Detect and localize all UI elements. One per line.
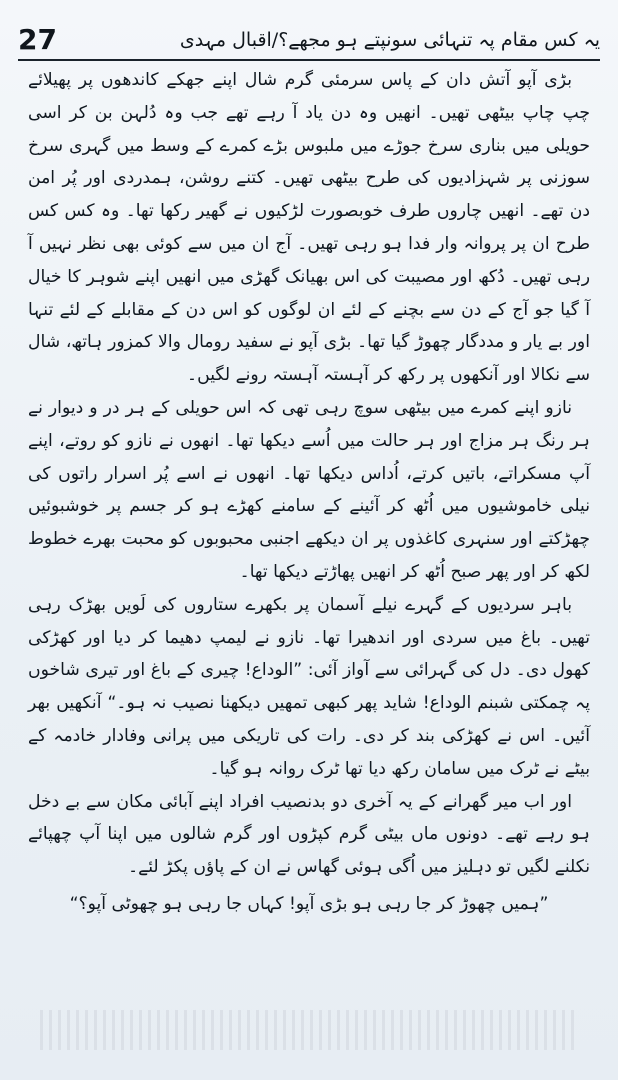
running-head: یہ کس مقام پہ تنہائی سونپتے ہو مجھے؟/اقبال مہدی (179, 29, 600, 51)
page-body (28, 64, 590, 1040)
paragraph-4: اور اب میر گھرانے کے یہ آخری دو بدنصیب افراد اپنے آبائی مکان سے بے دخل ہو رہے تھے۔ دونوں ماں بیٹی گرم کپڑوں اور گرم شالوں میں اپنا آپ چھپائے نکلنے لگیں تو دہلیز میں اُگی ہوئی گھاس نے ان کے پاؤں پکڑ لئے۔ (28, 791, 590, 878)
header-rule (18, 59, 600, 61)
paragraph-1: بڑی آپو آتش دان کے پاس سرمئی گرم شال اپنے جھکے کاندھوں پر پھیلائے چپ چاپ بیٹھی تھیں۔ انھیں وہ دن یاد آ رہے تھے جب وہ دُلہن بن کر اسی حویلی میں بناری سرخ جوڑے میں ملبوس بڑے کمرے کے وسط میں گہری سرخ سوزنی پر شہزادیوں کی طرح بیٹھی تھیں۔ کتنے روشن، ہمدردی اور پُر امن دن تھے۔ انھیں چاروں طرف خوبصورت لڑکیوں نے گھیر رکھا تھا۔ وہ کس کس طرح ان پر پروانہ وار فدا ہو رہی تھیں۔ آج ان میں سے کوئی بھی نظر نہیں آ رہی تھیں۔ دُکھ اور مصیبت کی اس بھیانک گھڑی میں انھیں اپنے شوہر کا خیال آ گیا جو آج کے دن سے بچنے کے لئے ان لوگوں کو اس دن کے مقابلے کے لئے تنہا اور بے یار و مددگار چھوڑ گیا تھا۔ بڑی آپو نے سفید رومال والا کمزور ہاتھ، شال سے نکالا اور آنکھوں پر رکھ کر آہستہ آہستہ رونے لگیں۔ (28, 70, 590, 386)
paragraph-3: باہر سردیوں کے گہرے نیلے آسمان پر بکھرے ستاروں کی لَویں بھڑک رہی تھیں۔ باغ میں سردی اور اندھیرا تھا۔ نازو نے لیمپ دھیما کر دیا اور کھڑکی کھول دی۔ دل کی گہرائی سے آواز آئی: ”الوداع! چیری کے باغ اور تیری شاخوں پہ چمکتی شبنم الوداع! شاید پھر کبھی تمھیں دیکھنا نصیب نہ ہو۔“ آنکھیں بھر آئیں۔ اس نے کھڑکی بند کر دی۔ رات کی تاریکی میں پرانی وفادار خادمہ کے بیٹے نے ٹرک میں سامان رکھ دیا تھا ٹرک روانہ ہو گیا۔ (28, 594, 590, 779)
closing-quote: ”ہمیں چھوڑ کر جا رہی ہو بڑی آپو! کہاں جا رہی ہو چھوٹی آپو؟“ (69, 893, 549, 914)
page-header (18, 14, 600, 54)
paragraph-2: نازو اپنے کمرے میں بیٹھی سوچ رہی تھی کہ اس حویلی کے ہر در و دیوار نے ہر رنگ ہر مزاج اور ہر حالت میں اُسے دیکھا تھا۔ انھوں نے نازو کو روتے، اپنے آپ مسکراتے، باتیں کرتے، اُداس دیکھا تھا۔ انھوں نے اسے پُر اسرار راتوں کی نیلی خاموشیوں میں اُٹھ کر آئینے کے سامنے کھڑے ہو کر جسم پر خوشبوئیں چھڑکتے اور سنہری کاغذوں پر ان دیکھے اجنبی محبوبوں کو محبت بھرے خطوط لکھ کر اور پھر صبح اُٹھ کر انھیں پھاڑتے دیکھا تھا۔ (28, 397, 590, 582)
page-number: 27 (18, 23, 57, 56)
bleed-through-texture (40, 1010, 578, 1050)
